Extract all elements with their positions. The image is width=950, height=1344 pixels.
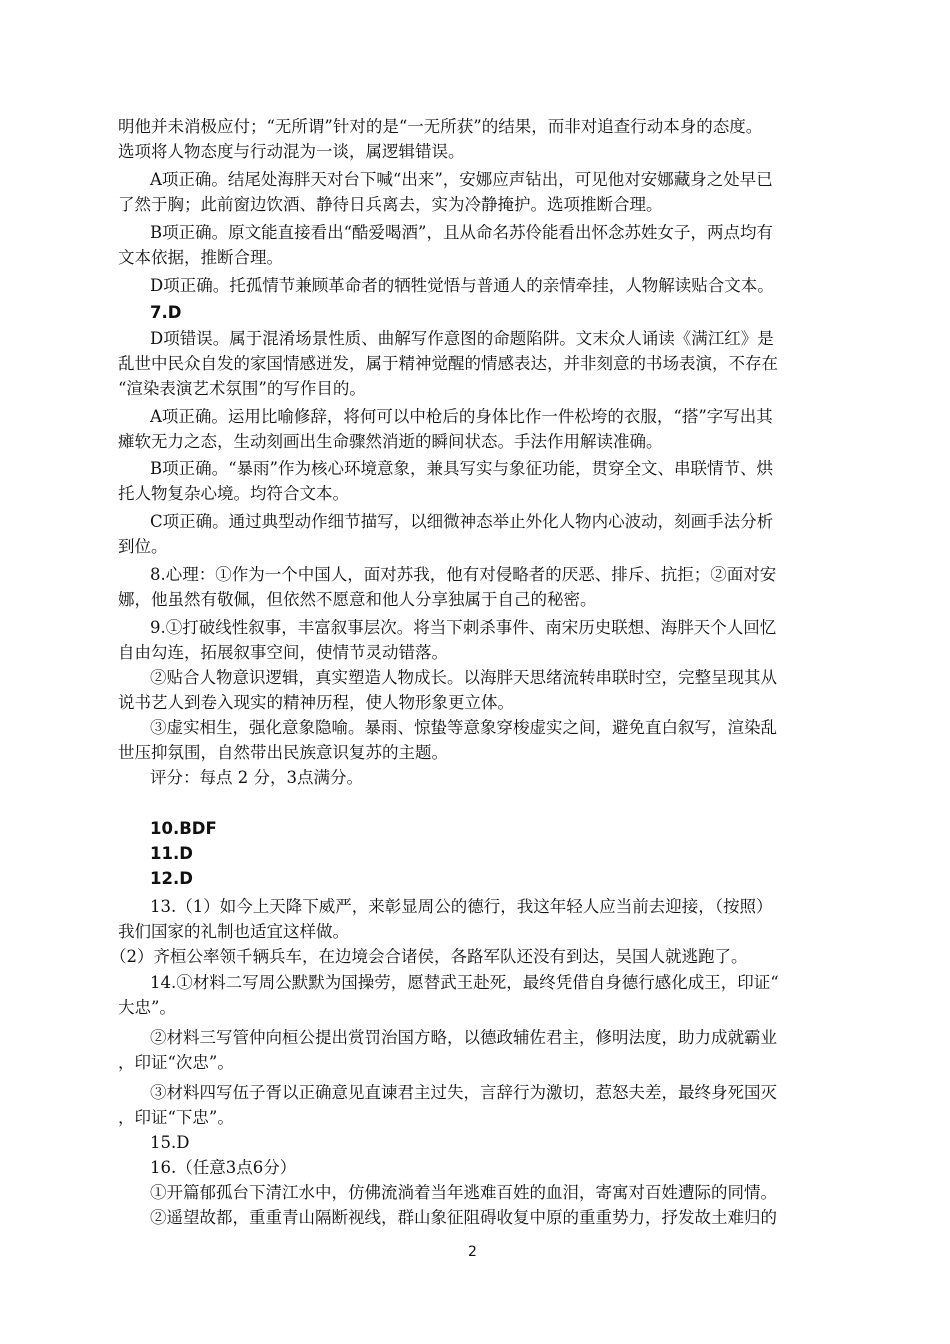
text-line: 托人物复杂心境。均符合文本。 [118, 484, 349, 503]
text-line: 我们国家的礼制也适宜这样做。 [118, 922, 349, 941]
text-line: 15.D [150, 1133, 190, 1152]
text-line: A项正确。结尾处海胖天对台下喊“出来”，安娜应声钻出，可见他对安娜藏身之处早已 [150, 170, 773, 189]
text-line: 文本依据，推断合理。 [118, 248, 283, 267]
text-line: 11.D [150, 844, 193, 863]
text-line: 大忠”。 [118, 998, 176, 1017]
answer-9 [118, 615, 850, 790]
text-line: B项正确。原文能直接看出“酷爱喝酒”，且从命名苏伶能看出怀念苏姓女子，两点均有 [150, 223, 773, 242]
text-line: 世压抑氛围，自然带出民族意识复苏的主题。 [118, 743, 448, 762]
paragraph-option-a [118, 167, 850, 217]
text-line: 乱世中民众自发的家国情感迸发，属于精神觉醒的情感表达，并非刻意的书场表演，不存在 [118, 354, 778, 373]
text-line: 明他并未消极应付；“无所谓”针对的是“一无所获”的结果，而非对追查行动本身的态度。 [118, 117, 763, 136]
text-line: ③虚实相生，强化意象隐喻。暴雨、惊蛰等意象穿梭虚实之间，避免直白叙写，渲染乱 [150, 718, 777, 737]
text-line: A项正确。运用比喻修辞，将何可以中枪后的身体比作一件松垮的衣服，“搭”字写出其 [150, 407, 773, 426]
paragraph-q7-option-c [118, 509, 850, 559]
text-line: 自由勾连，拓展叙事空间，使情节灵动错落。 [118, 643, 448, 662]
answer-8 [118, 562, 850, 612]
text-line: “渲染表演艺术氛围”的写作目的。 [118, 379, 366, 398]
text-line: ，印证“次忠”。 [118, 1053, 234, 1072]
paragraph-option-b [118, 220, 850, 270]
text-line: 7.D [150, 303, 182, 322]
answer-7 [150, 300, 850, 325]
text-line: 评分：每点 2 分，3点满分。 [150, 768, 363, 787]
answers-15-16 [150, 1130, 850, 1230]
answer-13 [110, 894, 850, 969]
text-line: ②材料三写管仲向桓公提出赏罚治国方略，以德政辅佐君主，修明法度，助力成就霸业 [150, 1028, 777, 1047]
text-line: ①开篇郁孤台下清江水中，仿佛流淌着当年逃难百姓的血泪，寄寓对百姓遭际的同情。 [150, 1183, 777, 1202]
text-line: 13.（1）如今上天降下威严，来彰显周公的德行，我这年轻人应当前去迎接，（按照） [150, 897, 773, 916]
text-line: 选项将人物态度与行动混为一谈，属逻辑错误。 [118, 142, 465, 161]
text-line: 9.①打破线性叙事，丰富叙事层次。将当下刺杀事件、南宋历史联想、海胖天个人回忆 [150, 618, 777, 637]
text-line: 了然于胸；此前窗边饮酒、静待日兵离去，实为冷静掩护。选项推断合理。 [118, 195, 663, 214]
text-line: （2）齐桓公率领千辆兵车，在边境会合诸侯，各路军队还没有到达，吴国人就逃跑了。 [110, 947, 748, 966]
text-line: C项正确。通过典型动作细节描写，以细微神态举止外化人物内心波动，刻画手法分析 [150, 512, 774, 531]
text-line: 瘫软无力之态，生动刻画出生命骤然消逝的瞬间状态。手法作用解读准确。 [118, 432, 663, 451]
page-number: 2 [468, 1244, 477, 1260]
paragraph-option-d [150, 273, 850, 298]
text-line: ②遥望故都，重重青山隔断视线，群山象征阻碍收复中原的重重势力，抒发故土难归的 [150, 1208, 777, 1227]
text-line: 16.（任意3点6分） [150, 1158, 297, 1177]
text-line: ，印证“下忠”。 [118, 1108, 234, 1127]
text-line: D项正确。托孤情节兼顾革命者的牺牲觉悟与普通人的亲情牵挂，人物解读贴合文本。 [150, 276, 774, 295]
answer-14 [118, 970, 850, 1130]
text-line: 10.BDF [150, 819, 217, 838]
text-line: 12.D [150, 869, 193, 888]
paragraph-q7-option-a [118, 404, 850, 454]
paragraph-q7-option-d [118, 326, 850, 401]
answers-10-12 [150, 816, 850, 891]
paragraph-q6-continued [118, 114, 818, 164]
text-line: 娜，他虽然有敬佩，但依然不愿意和他人分享独属于自己的秘密。 [118, 590, 597, 609]
text-line: 8.心理：①作为一个中国人，面对苏我，他有对侵略者的厌恶、排斥、抗拒；②面对安 [150, 565, 777, 584]
text-line: 到位。 [118, 537, 168, 556]
text-line: ③材料四写伍子胥以正确意见直谏君主过失，言辞行为激切，惹怒夫差，最终身死国灭 [150, 1083, 777, 1102]
text-line: B项正确。“暴雨”作为核心环境意象，兼具写实与象征功能，贯穿全文、串联情节、烘 [150, 459, 773, 478]
paragraph-q7-option-b [118, 456, 850, 506]
text-line: ②贴合人物意识逻辑，真实塑造人物成长。以海胖天思绪流转串联时空，完整呈现其从 [150, 668, 777, 687]
text-line: 说书艺人到卷入现实的精神历程，使人物形象更立体。 [118, 693, 514, 712]
text-line: D项错误。属于混淆场景性质、曲解写作意图的命题陷阱。文末众人诵读《满江红》是 [150, 329, 774, 348]
text-line: 14.①材料二写周公默默为国操劳，愿替武王赴死，最终凭借自身德行感化成王，印证“ [150, 973, 779, 992]
